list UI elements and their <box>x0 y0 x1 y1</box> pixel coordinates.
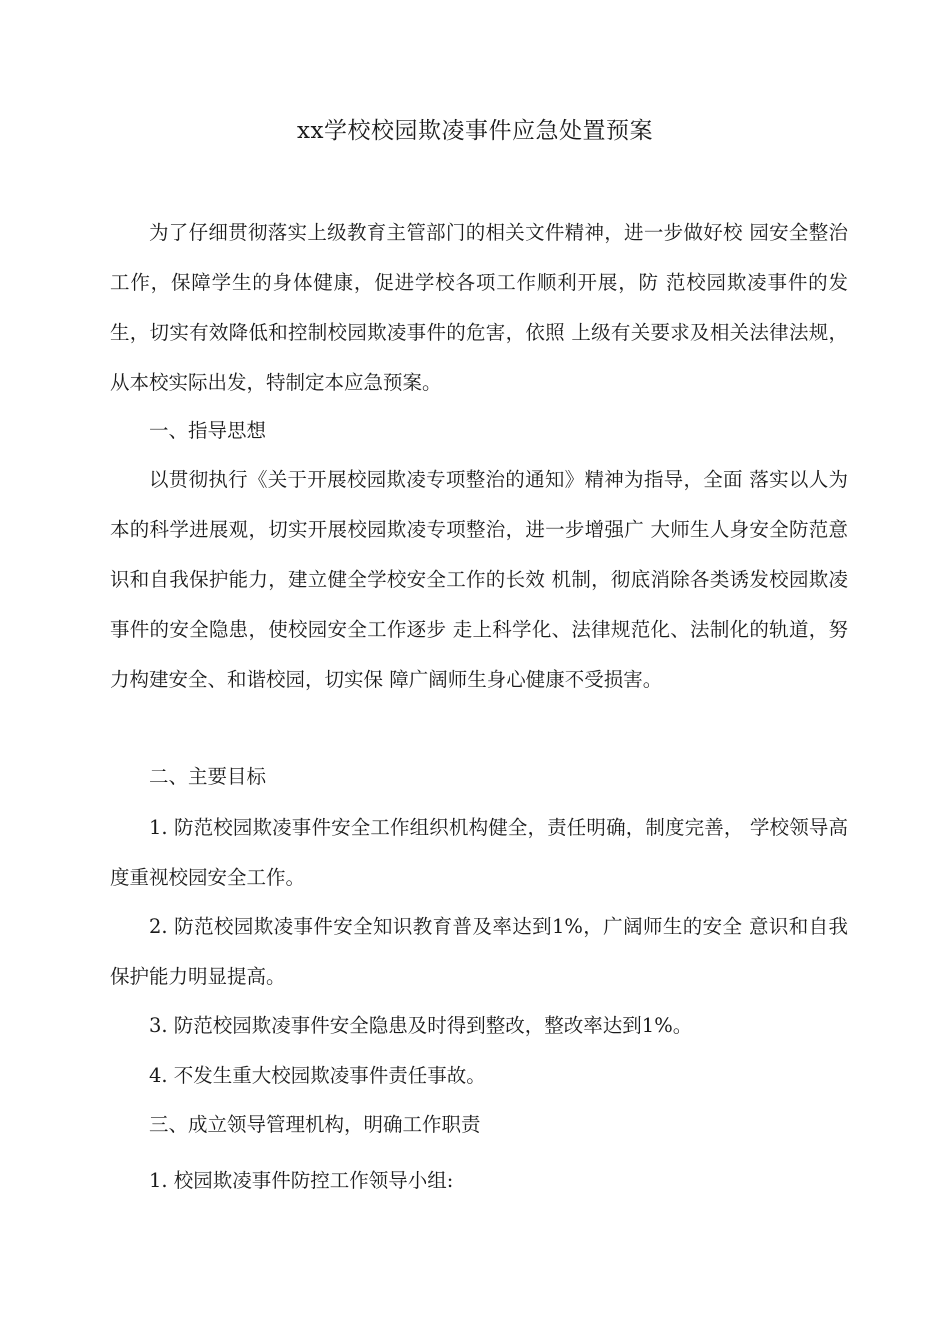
leadership-item-1: 1. 校园欺凌事件防控工作领导小组: <box>149 1169 454 1192</box>
goal-item-3: 3. 防范校园欺凌事件安全隐患及时得到整改，整改率达到1%。 <box>149 1014 693 1037</box>
section-heading-leadership: 三、成立领导管理机构，明确工作职责 <box>149 1113 481 1136</box>
guiding-ideology-paragraph: 以贯彻执行《关于开展校园欺凌专项整治的通知》精神为指导，全面 落实以人为本的科学进展观，切实开展校园欺凌专项整治，进一步增强广 大师生人身安全防范意识和自我保护能力，建立健全学校安全工作的长效 机制，彻底消除各类诱发校园欺凌事件的安全隐患，使校园安全工作逐步 走上科学化、法律规范化、法制化的轨道，努力构建安全、和谐校园，切实保 障广阔师生身心健康不受损害。 <box>110 468 848 691</box>
section-heading-main-goals: 二、主要目标 <box>149 765 267 788</box>
intro-paragraph: 为了仔细贯彻落实上级教育主管部门的相关文件精神，进一步做好校 园安全整治工作，保障学生的身体健康，促进学校各项工作顺利开展，防 范校园欺凌事件的发生，切实有效降低和控制校园欺凌事件的危害，依照 上级有关要求及相关法律法规，从本校实际出发，特制定本应急预案。 <box>110 221 848 394</box>
goal-item-2: 2. 防范校园欺凌事件安全知识教育普及率达到1%，广阔师生的安全 意识和自我保护能力明显提高。 <box>110 915 848 988</box>
goal-item-4: 4. 不发生重大校园欺凌事件责任事故。 <box>149 1064 486 1087</box>
document-title: xx学校校园欺凌事件应急处置预案 <box>297 118 653 144</box>
goal-item-1: 1. 防范校园欺凌事件安全工作组织机构健全，责任明确，制度完善， 学校领导高度重视校园安全工作。 <box>110 816 848 889</box>
section-heading-guiding-ideology: 一、指导思想 <box>149 419 267 442</box>
